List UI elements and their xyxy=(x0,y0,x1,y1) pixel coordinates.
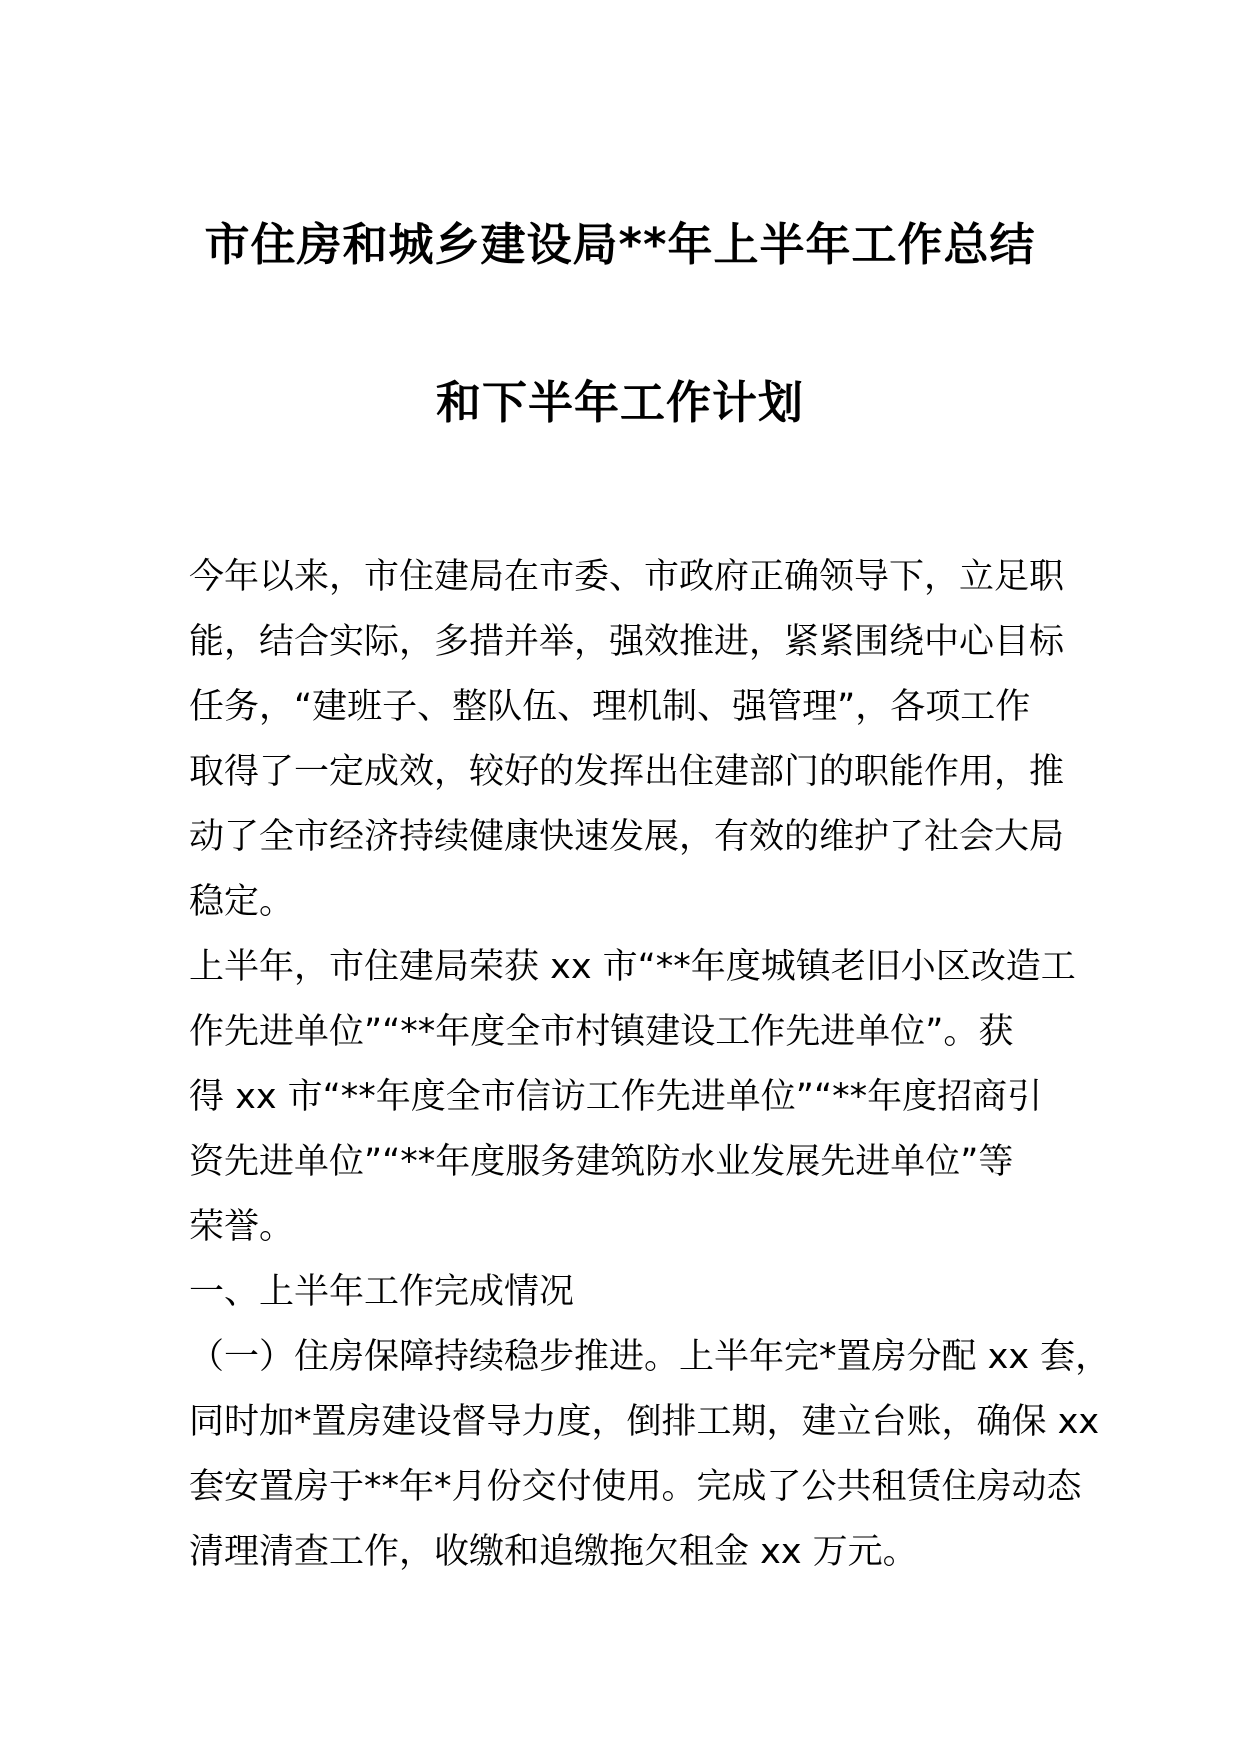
paragraph xyxy=(189,1267,1069,1332)
text-line: 套安置房于**年*月份交付使用。完成了公共租赁住房动态 xyxy=(189,1467,1082,1507)
text-line: 一、上半年工作完成情况 xyxy=(189,1272,575,1312)
text-line: 今年以来，市住建局在市委、市政府正确领导下，立足职 xyxy=(189,557,1065,597)
text-line: 上半年，市住建局荣获 xx 市“**年度城镇老旧小区改造工 xyxy=(189,947,1076,987)
document-body xyxy=(189,552,1111,1592)
text-line: 同时加*置房建设督导力度，倒排工期，建立台账，确保 xx xyxy=(189,1402,1100,1442)
text-line: 清理清查工作，收缴和追缴拖欠租金 xx 万元。 xyxy=(189,1532,918,1572)
text-line: 能，结合实际，多措并举，强效推进，紧紧围绕中心目标 xyxy=(189,622,1065,662)
text-line: 作先进单位”“**年度全市村镇建设工作先进单位”。获 xyxy=(189,1012,1014,1052)
paragraph xyxy=(189,1332,1111,1592)
text-line: 荣誉。 xyxy=(189,1207,295,1247)
paragraph xyxy=(189,552,1069,942)
document-title-line-1: 市住房和城乡建设局**年上半年工作总结 xyxy=(204,218,1036,271)
document-title-line-2: 和下半年工作计划 xyxy=(435,376,804,429)
text-line: 稳定。 xyxy=(189,882,295,922)
text-line: （一）住房保障持续稳步推进。上半年完*置房分配 xx 套， xyxy=(189,1337,1111,1377)
text-line: 任务，“建班子、整队伍、理机制、强管理”，各项工作 xyxy=(189,687,1031,727)
text-line: 得 xx 市“**年度全市信访工作先进单位”“**年度招商引 xyxy=(189,1077,1043,1117)
text-line: 资先进单位”“**年度服务建筑防水业发展先进单位”等 xyxy=(189,1142,1014,1182)
paragraph xyxy=(189,942,1076,1267)
text-line: 取得了一定成效，较好的发挥出住建部门的职能作用，推 xyxy=(189,752,1065,792)
text-line: 动了全市经济持续健康快速发展，有效的维护了社会大局 xyxy=(189,817,1065,857)
